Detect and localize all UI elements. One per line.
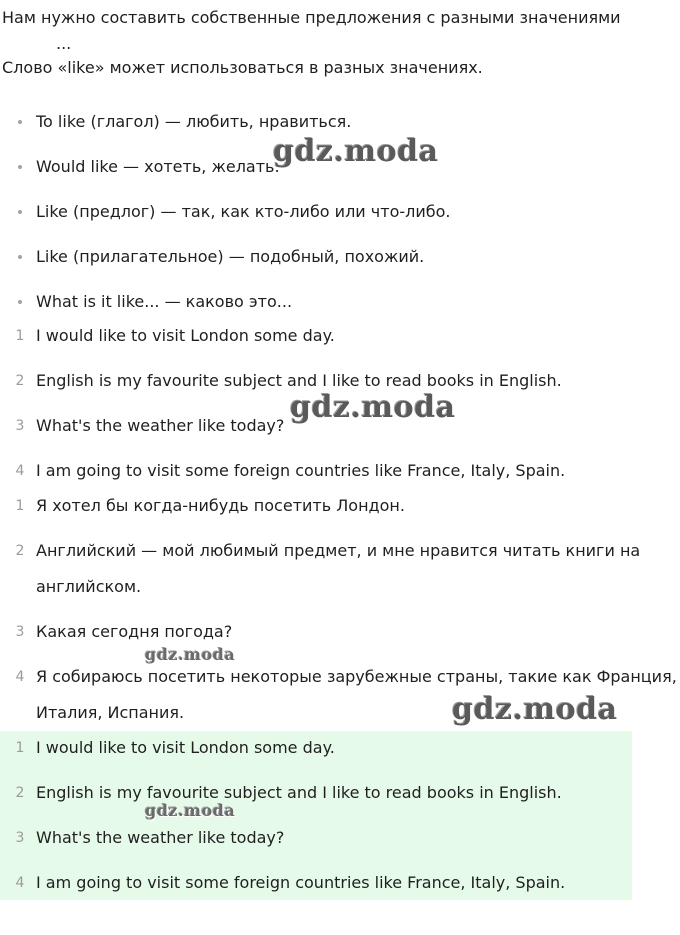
sentence-text: I would like to visit London some day. bbox=[36, 738, 335, 757]
bullet-icon bbox=[18, 300, 22, 304]
sentence-text: Английский — мой любимый предмет, и мне нравится читать книги на bbox=[36, 541, 641, 560]
sentence-text: I would like to visit London some day. bbox=[36, 326, 335, 345]
bullet-icon bbox=[18, 165, 22, 169]
sentence-text: What's the weather like today? bbox=[36, 828, 285, 847]
sentence-text: Я собираюсь посетить некоторые зарубежные страны, такие как Франция, bbox=[36, 667, 677, 686]
list-number: 4 bbox=[15, 875, 25, 891]
list-number: 2 bbox=[15, 373, 25, 389]
watermark: gdz.moda bbox=[145, 801, 236, 820]
intro-line-2: Слово «like» может использоваться в разных значениях. bbox=[2, 58, 483, 77]
sentence-text: What's the weather like today? bbox=[36, 416, 285, 435]
list-number: 2 bbox=[15, 543, 25, 559]
bullet-icon bbox=[18, 120, 22, 124]
bullet-icon bbox=[18, 255, 22, 259]
sentence-text: I am going to visit some foreign countries like France, Italy, Spain. bbox=[36, 461, 566, 480]
sentence-text: English is my favourite subject and I like to read books in English. bbox=[36, 783, 562, 802]
list-number: 3 bbox=[15, 624, 25, 640]
list-number: 3 bbox=[15, 418, 25, 434]
sentence-text: Какая сегодня погода? bbox=[36, 622, 233, 641]
list-number: 4 bbox=[15, 669, 25, 685]
intro-line-1: Нам нужно составить собственные предложения с разными значениями bbox=[2, 8, 621, 27]
list-number: 3 bbox=[15, 830, 25, 846]
sentence-text: Италия, Испания. bbox=[36, 703, 185, 722]
bullet-icon bbox=[18, 210, 22, 214]
sentence-text: I am going to visit some foreign countries like France, Italy, Spain. bbox=[36, 873, 566, 892]
list-number: 1 bbox=[15, 498, 25, 514]
sentence-text: English is my favourite subject and I like to read books in English. bbox=[36, 371, 562, 390]
sentence-text: английском. bbox=[36, 577, 142, 596]
watermark: gdz.moda bbox=[145, 645, 236, 664]
sentence-text: Я хотел бы когда-нибудь посетить Лондон. bbox=[36, 496, 405, 515]
list-number: 1 bbox=[15, 740, 25, 756]
list-number: 2 bbox=[15, 785, 25, 801]
watermark: gdz.moda bbox=[452, 692, 618, 727]
watermark: gdz.moda bbox=[290, 390, 456, 425]
list-number: 4 bbox=[15, 463, 25, 479]
list-number: 1 bbox=[15, 328, 25, 344]
watermark: gdz.moda bbox=[273, 134, 439, 169]
intro-ellipsis: ... bbox=[56, 34, 72, 53]
